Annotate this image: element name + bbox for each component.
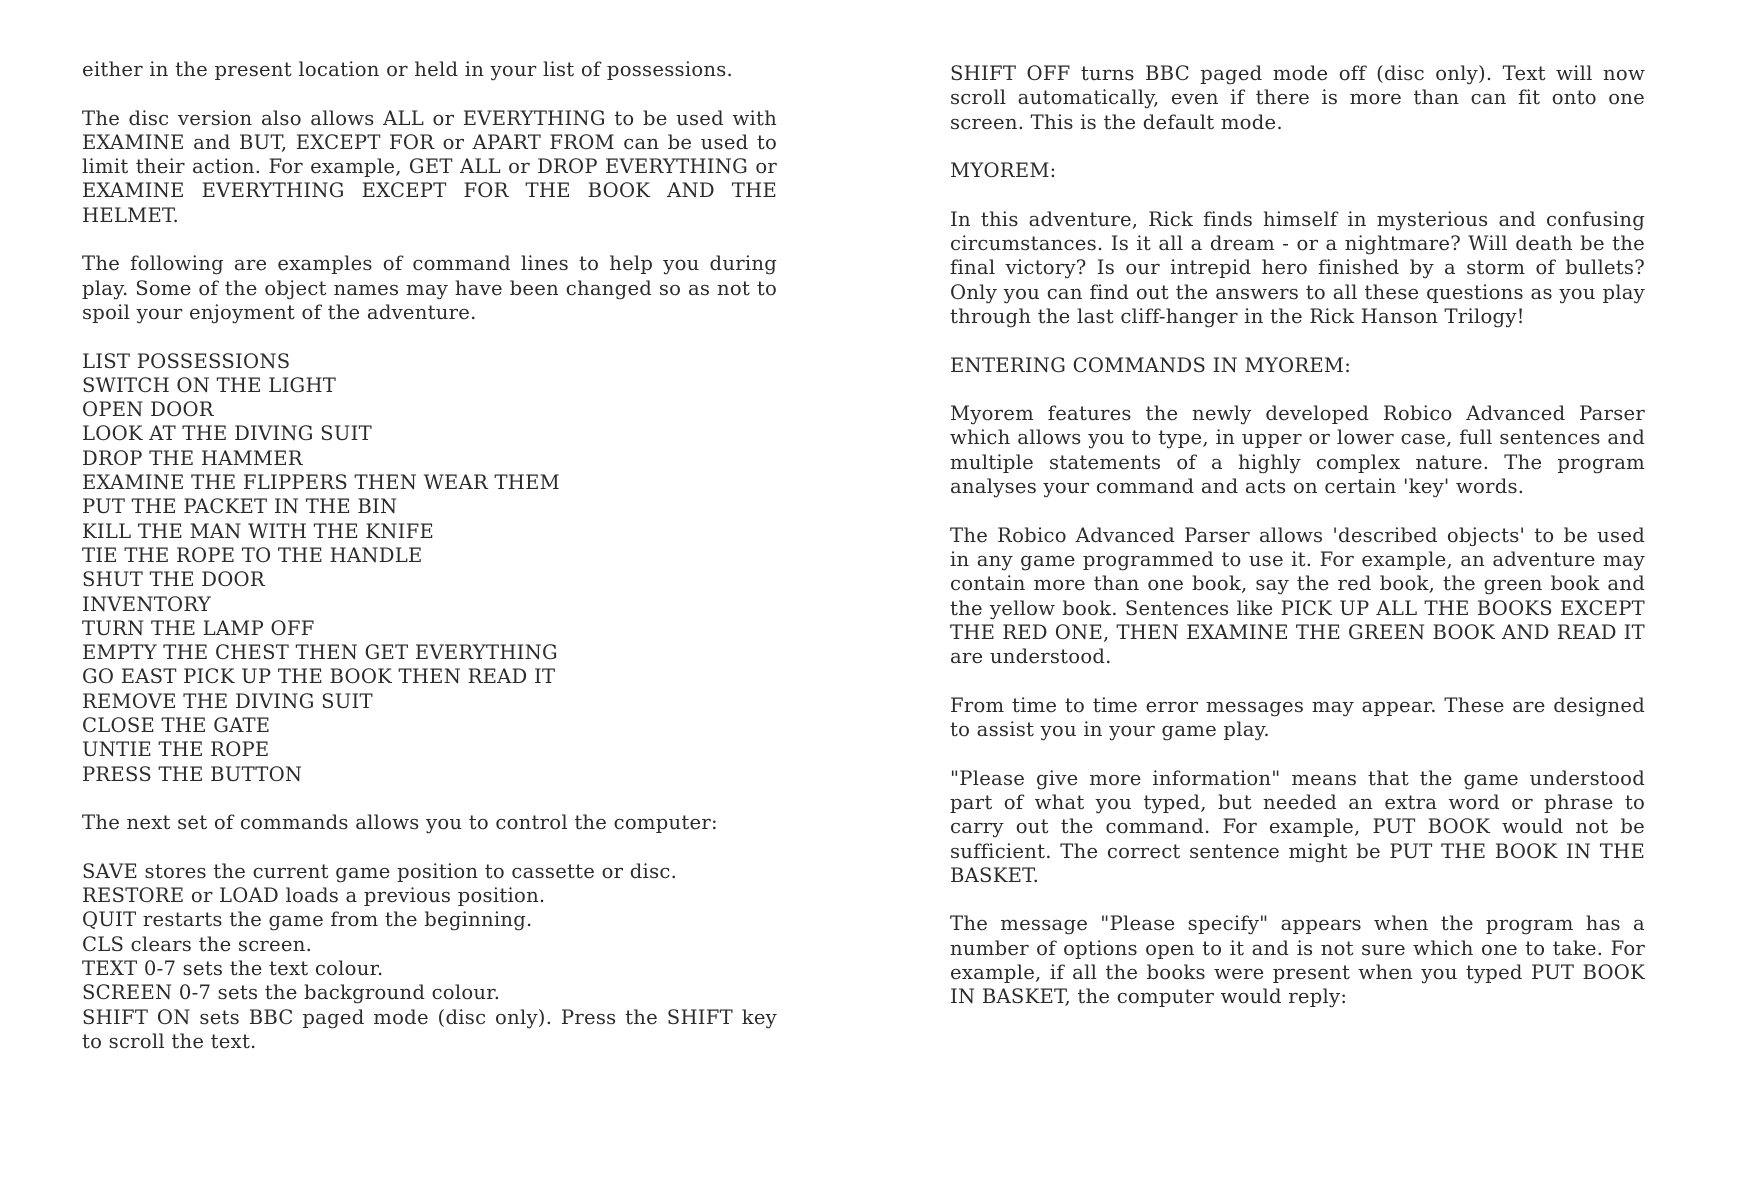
example-command: CLOSE THE GATE bbox=[82, 714, 271, 738]
entering-commands-heading: ENTERING COMMANDS IN MYOREM: bbox=[950, 353, 1352, 377]
more-information-paragraph: "Please give more information" means that the game understood part of what you typed, but needed an extra word or phrase to carry out the command. For example, PUT BOOK would not be sufficient. The correct sentence might be PUT THE BOOK IN THE BASKET. bbox=[950, 766, 1645, 887]
example-command: KILL THE MAN WITH THE KNIFE bbox=[82, 519, 435, 543]
example-command: SWITCH ON THE LIGHT bbox=[82, 373, 337, 397]
example-command: OPEN DOOR bbox=[82, 398, 214, 422]
computer-commands-list bbox=[82, 884, 777, 1005]
computer-command: SCREEN 0-7 sets the background colour. bbox=[82, 981, 501, 1005]
computer-commands-intro-paragraph: The next set of commands allows you to control the computer: bbox=[82, 811, 718, 835]
example-command: TIE THE ROPE TO THE HANDLE bbox=[82, 543, 423, 567]
computer-command: RESTORE or LOAD loads a previous position. bbox=[82, 884, 546, 908]
myorem-description-paragraph: In this adventure, Rick finds himself in mysterious and confusing circumstances. Is it all a dream - or a nightmare? Will death be the final victory? Is our intrepid hero finished by a storm of bullets? Only you can find out the answers to all these questions as you play through the last cliff-hanger in the Rick Hanson Trilogy! bbox=[950, 207, 1645, 328]
example-command: REMOVE THE DIVING SUIT bbox=[82, 689, 373, 713]
left-page bbox=[82, 0, 777, 1200]
computer-command: CLS clears the screen. bbox=[82, 932, 313, 956]
intro-continuation-paragraph: either in the present location or held in your list of possessions. bbox=[82, 58, 734, 81]
computer-command: QUIT restarts the game from the beginning. bbox=[82, 908, 533, 932]
shift-on-paragraph: SHIFT ON sets BBC paged mode (disc only). Press the SHIFT key to scroll the text. bbox=[82, 1005, 777, 1053]
example-command: SHUT THE DOOR bbox=[82, 568, 265, 592]
save-command-paragraph: SAVE stores the current game position to cassette or disc. bbox=[82, 859, 678, 883]
described-objects-paragraph: The Robico Advanced Parser allows 'described objects' to be used in any game programmed to use it. For example, an adventure may contain more than one book, say the red book, the green book and the yellow book. Sentences like PICK UP ALL THE BOOKS EXCEPT THE RED ONE, THEN EXAMINE THE GREEN BOOK AND READ IT are understood. bbox=[950, 523, 1645, 669]
example-command: UNTIE THE ROPE bbox=[82, 738, 270, 762]
right-page-text bbox=[950, 62, 1645, 1034]
parser-paragraph: Myorem features the newly developed Robico Advanced Parser which allows you to type, in upper or lower case, full sentences and multiple statements of a highly complex nature. The program analyses your command and acts on certain 'key' words. bbox=[950, 402, 1645, 499]
example-command: EMPTY THE CHEST THEN GET EVERYTHING bbox=[82, 641, 558, 665]
myorem-heading: MYOREM: bbox=[950, 159, 1057, 183]
computer-command: TEXT 0-7 sets the text colour. bbox=[82, 956, 384, 980]
error-messages-paragraph: From time to time error messages may appear. These are designed to assist you in your game play. bbox=[950, 693, 1645, 742]
example-command: INVENTORY bbox=[82, 592, 211, 616]
disc-version-paragraph: The disc version also allows ALL or EVERYTHING to be used with EXAMINE and BUT, EXCEPT FOR or APART FROM can be used to limit their action. For example, GET ALL or DROP EVERYTHING or EXAMINE EVERYTHING EXCEPT FOR THE BOOK AND THE HELMET. bbox=[82, 106, 777, 227]
example-command: TURN THE LAMP OFF bbox=[82, 616, 315, 640]
example-command: PRESS THE BUTTON bbox=[82, 762, 303, 786]
right-page bbox=[950, 0, 1645, 1200]
example-command: GO EAST PICK UP THE BOOK THEN READ IT bbox=[82, 665, 556, 689]
example-command: PUT THE PACKET IN THE BIN bbox=[82, 495, 398, 519]
example-command: EXAMINE THE FLIPPERS THEN WEAR THEM bbox=[82, 471, 560, 495]
example-command: LOOK AT THE DIVING SUIT bbox=[82, 422, 372, 446]
left-page-text bbox=[82, 58, 777, 1078]
examples-intro-paragraph: The following are examples of command lines to help you during play. Some of the object names may have been changed so as not to spoil your enjoyment of the adventure. bbox=[82, 252, 777, 324]
example-command: LIST POSSESSIONS bbox=[82, 349, 291, 373]
example-command: DROP THE HAMMER bbox=[82, 446, 303, 470]
please-specify-paragraph: The message "Please specify" appears when the program has a number of options open to it and is not sure which one to take. For example, if all the books were present when you typed PUT BOOK IN BASKET, the computer would reply: bbox=[950, 912, 1645, 1009]
example-commands-list bbox=[82, 350, 777, 787]
shift-off-paragraph: SHIFT OFF turns BBC paged mode off (disc only). Text will now scroll automatically, even if there is more than can fit onto one screen. This is the default mode. bbox=[950, 62, 1645, 134]
